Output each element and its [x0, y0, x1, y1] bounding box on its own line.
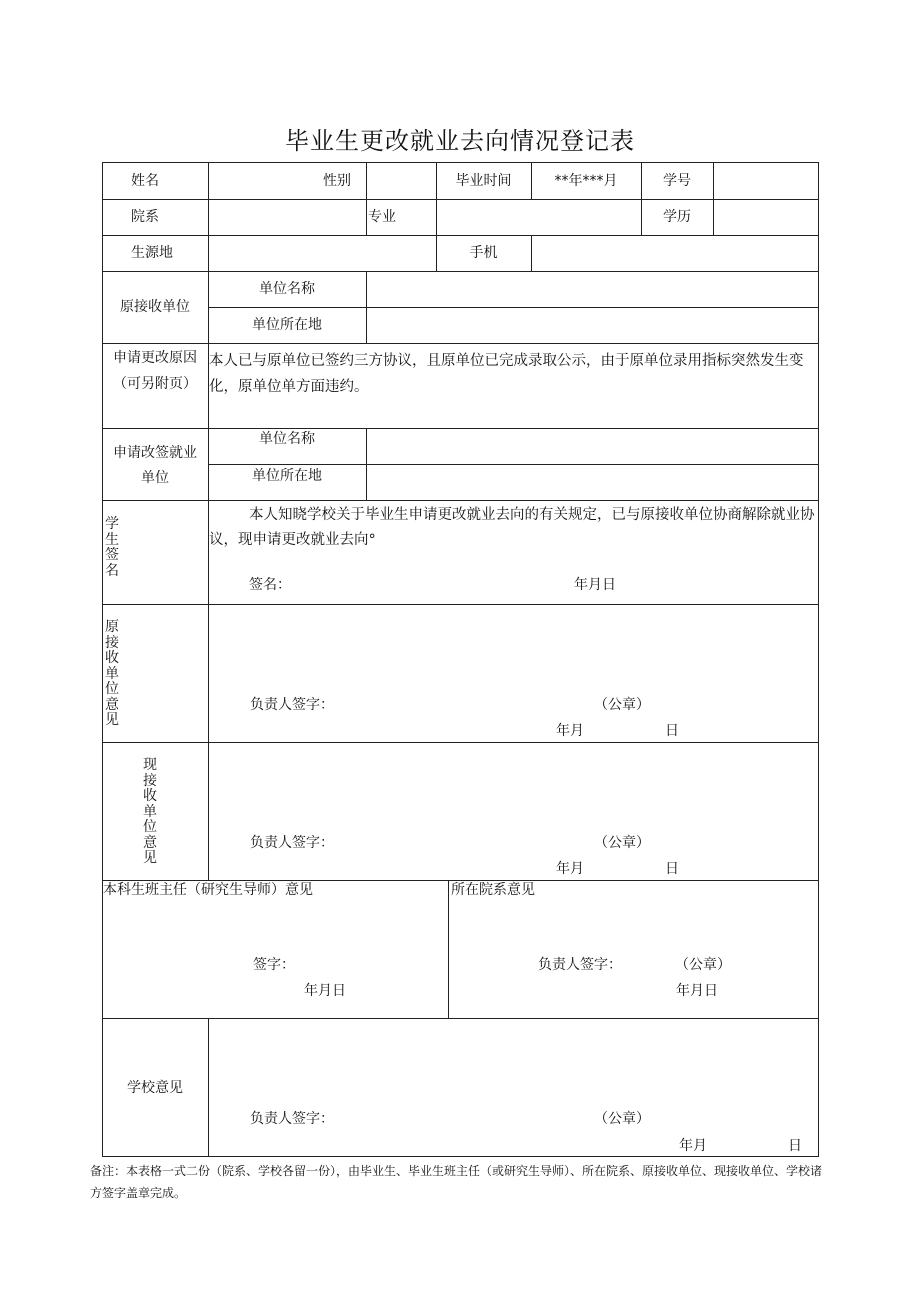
original-unit-location-label: 单位所在地	[252, 317, 322, 333]
current-opinion-month: 年月	[556, 861, 584, 877]
original-unit-label: 原接收单位	[120, 299, 190, 315]
original-opinion-sign-label: 负责人签字：	[250, 697, 334, 713]
phone-field[interactable]	[532, 236, 818, 271]
gender-label: 性别	[323, 173, 351, 189]
reason-label-note: （可另附页）	[113, 376, 197, 392]
student-id-label: 学号	[663, 173, 691, 189]
grad-time-value: **年***月	[554, 173, 618, 189]
department-opinion-label: 所在院系意见	[451, 882, 535, 898]
original-opinion-month: 年月	[556, 723, 584, 739]
student-sign-label: 学生签名	[105, 516, 119, 579]
new-unit-location-field[interactable]	[367, 465, 818, 500]
department-label: 院系	[131, 209, 159, 225]
row-divider	[102, 604, 819, 605]
name-label: 姓名	[131, 173, 159, 189]
gender-field[interactable]	[367, 162, 436, 199]
advisor-date: 年月日	[304, 983, 346, 999]
student-sign-label-text: 签名：	[249, 577, 291, 593]
new-unit-label: 申请改签就业	[113, 445, 197, 461]
origin-label: 生源地	[131, 245, 173, 261]
department-sign-label: 负责人签字：	[538, 957, 622, 973]
original-unit-name-field[interactable]	[367, 272, 818, 307]
student-id-field[interactable]	[714, 162, 818, 199]
current-opinion-label: 现接收单位意见	[143, 757, 157, 866]
new-unit-label-line2: 单位	[141, 470, 169, 486]
new-unit-location-label: 单位所在地	[252, 468, 322, 484]
school-opinion-label: 学校意见	[127, 1080, 183, 1096]
department-date: 年月日	[676, 983, 718, 999]
reason-text[interactable]: 本人已与原单位已签约三方协议，且原单位已完成录取公示，由于原单位录用指标突然发生变化，原单位单方面违约。	[209, 353, 804, 395]
new-unit-name-field[interactable]	[367, 429, 818, 464]
department-seal: （公章）	[675, 957, 731, 973]
original-opinion-label: 原接收单位意见	[105, 619, 119, 728]
table-border-right	[818, 162, 819, 1157]
advisor-opinion-label: 本科生班主任（研究生导师）意见	[103, 882, 313, 898]
new-unit-name-label: 单位名称	[259, 431, 315, 447]
department-field[interactable]	[209, 200, 436, 235]
degree-field[interactable]	[714, 200, 818, 235]
row-divider	[102, 500, 819, 501]
current-opinion-seal: （公章）	[594, 835, 650, 851]
row-divider	[102, 742, 819, 743]
major-field[interactable]	[437, 200, 641, 235]
grad-time-label: 毕业时间	[455, 173, 512, 189]
reason-label: 申请更改原因	[113, 350, 197, 366]
major-label: 专业	[368, 209, 396, 225]
school-month: 年月	[679, 1138, 707, 1154]
original-unit-name-label: 单位名称	[259, 281, 315, 297]
student-signature-field[interactable]	[292, 572, 552, 598]
student-sign-date: 年月日	[574, 577, 616, 593]
school-day: 日	[788, 1138, 802, 1154]
row-divider	[102, 343, 819, 344]
current-opinion-day: 日	[665, 861, 679, 877]
table-border-bottom	[102, 1156, 819, 1157]
original-opinion-day: 日	[665, 723, 679, 739]
student-statement: 本人知晓学校关于毕业生申请更改就业去向的有关规定，已与原接收单位协商解除就业协议，现申请更改就业去向°	[209, 507, 815, 548]
col-divider	[448, 880, 449, 1018]
degree-label: 学历	[663, 209, 691, 225]
school-sign-label: 负责人签字：	[250, 1111, 334, 1127]
school-seal: （公章）	[594, 1111, 650, 1127]
col-divider	[208, 1018, 209, 1156]
footnote: 备注：本表格一式二份（院系、学校各留一份），由毕业生、毕业生班主任（或研究生导师）、所在院系、原接收单位、现接收单位、学校诸方签字盖章完成。	[90, 1164, 823, 1200]
current-opinion-sign-label: 负责人签字：	[250, 835, 334, 851]
registration-form-table	[102, 162, 819, 1157]
form-title: 毕业生更改就业去向情况登记表	[285, 127, 635, 155]
phone-label: 手机	[469, 245, 498, 261]
original-opinion-seal: （公章）	[594, 697, 650, 713]
origin-field[interactable]	[209, 236, 436, 271]
row-divider	[102, 1018, 819, 1019]
advisor-sign-label: 签字：	[253, 957, 295, 973]
original-unit-location-field[interactable]	[367, 308, 818, 343]
